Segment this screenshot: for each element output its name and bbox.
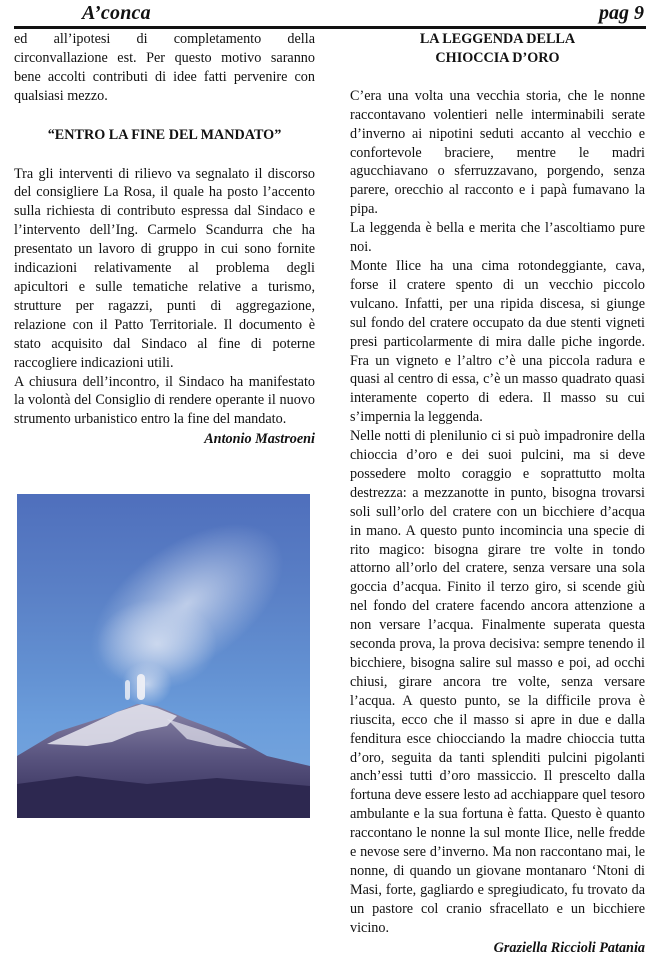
author-signature: Graziella Riccioli Patania (493, 939, 645, 956)
article-paragraph: Nelle notti di plenilunio ci si può impadronire della chioccia d’oro e dei suoi pulcini, ma si deve possedere molto coraggio e soprattutto molta destrezza: a mezzanotte in punto, bisogna trovarsi soli sull’orlo del cratere con un bicchiere d’acqua in mano. A questo punto incomincia una specie di rito magico: bisogna girare tre volte in tondo attorno all’orlo del cratere, senza versare una sola goccia d’acqua. Finito il terzo giro, si scende giù nel fondo del cratere facendo ancora attenzione a non versare l’acqua. Finalmente superata questa seconda prova, la prova decisiva: sempre tenendo il bicchiere, bisogna salire sul masso e poi, ad occhi chiusi, girare ancora tre volte, senza versare l’acqua. A questo punto, se la difficile prova è riuscita, ecco che il masso si apre in due e dalla fenditura esce chiocciando la madre chioccia tutta d’oro, seguita da tanti splenditi pulcini pigolanti anch’essi tutti d’oro massiccio. Il prescelto dalla fortuna deve essere lesto ad acchiappare quel tesoro ambulante e la sua fortuna è fatta. Questo è quanto raccontano le nonne la sul monte Ilice, nelle fredde e nevose sere d’inverno. Ma non raccontano mai, le nonne, di quando un giovane montanaro ‘Ntoni di Masi, forte, gagliardo e spregiudicato, fu trovato da un pastore col cranio sfracellato e un bicchiere vicino. (350, 428, 645, 936)
article-paragraph: Monte Ilice ha una cima rotondeggiante, cava, forse il cratere spento di un vecchio piccolo vulcano. Infatti, per una ripida discesa, si giunge sul fondo del cratere occupato da due stenti vigneti presi particolarmente di mira dalle piche ingorde. Fra un vigneto e l’altro c’è una piccola radura e quasi al centro di essa, c’è un masso quadrato quasi interamente coperto di edera. Il masso su cui s’impernia la leggenda. (350, 257, 645, 426)
page-header (14, 0, 646, 29)
right-column (350, 30, 645, 958)
left-column (14, 30, 315, 449)
article-title-line-2: CHIOCCIA D’ORO (435, 49, 560, 66)
page-number: pag 9 (599, 2, 644, 24)
volcano-photo (17, 494, 310, 818)
volcano-image-icon (17, 494, 310, 818)
author-signature: Antonio Mastroeni (204, 431, 315, 448)
article-paragraph: Tra gli interventi di rilievo va segnalato il discorso del consigliere La Rosa, il quale ha posto l’accento sulla richiesta di contributo espressa dal Sindaco e l’intervento dell’Ing. Carmelo Scandurra che ha presentato un lavoro di gruppo in cui sono fornite indicazioni relativamente al problema degli apicultori e sulle tematiche relative a turismo, strutture per ragazzi, punti di aggregazione, relazione con il Patto Territoriale. Il documento è stato acquisito dal Sindaco al fine di poterne raccogliere indicazioni utili. (14, 165, 315, 371)
section-heading: “ENTRO LA FINE DEL MANDATO” (47, 126, 282, 143)
publication-title: A’conca (82, 2, 151, 24)
article-title-line-1: LA LEGGENDA DELLA (419, 31, 576, 47)
article-paragraph: La leggenda è bella e merita che l’ascoltiamo pure noi. (350, 220, 645, 256)
intro-paragraph: ed all’ipotesi di completamento della circonvallazione est. Per questo motivo saranno bene accolti contributi di idee fatti pervenire con qualsiasi mezzo. (14, 31, 315, 104)
article-paragraph: A chiusura dell’incontro, il Sindaco ha manifestato la volontà del Consiglio di rendere operante il nuovo strumento urbanistico entro la fine del mandato. (14, 373, 315, 428)
article-paragraph: C’era una volta una vecchia storia, che le nonne raccontavano volentieri nelle interminabili serate d’inverno ai nipotini seduti accanto al vecchio e confortevole braciere, mentre le madri agucchiavano o sferruzzavano, porgendo, senza parere, orecchio al racconto e i papà fumavano la pipa. (350, 87, 645, 218)
